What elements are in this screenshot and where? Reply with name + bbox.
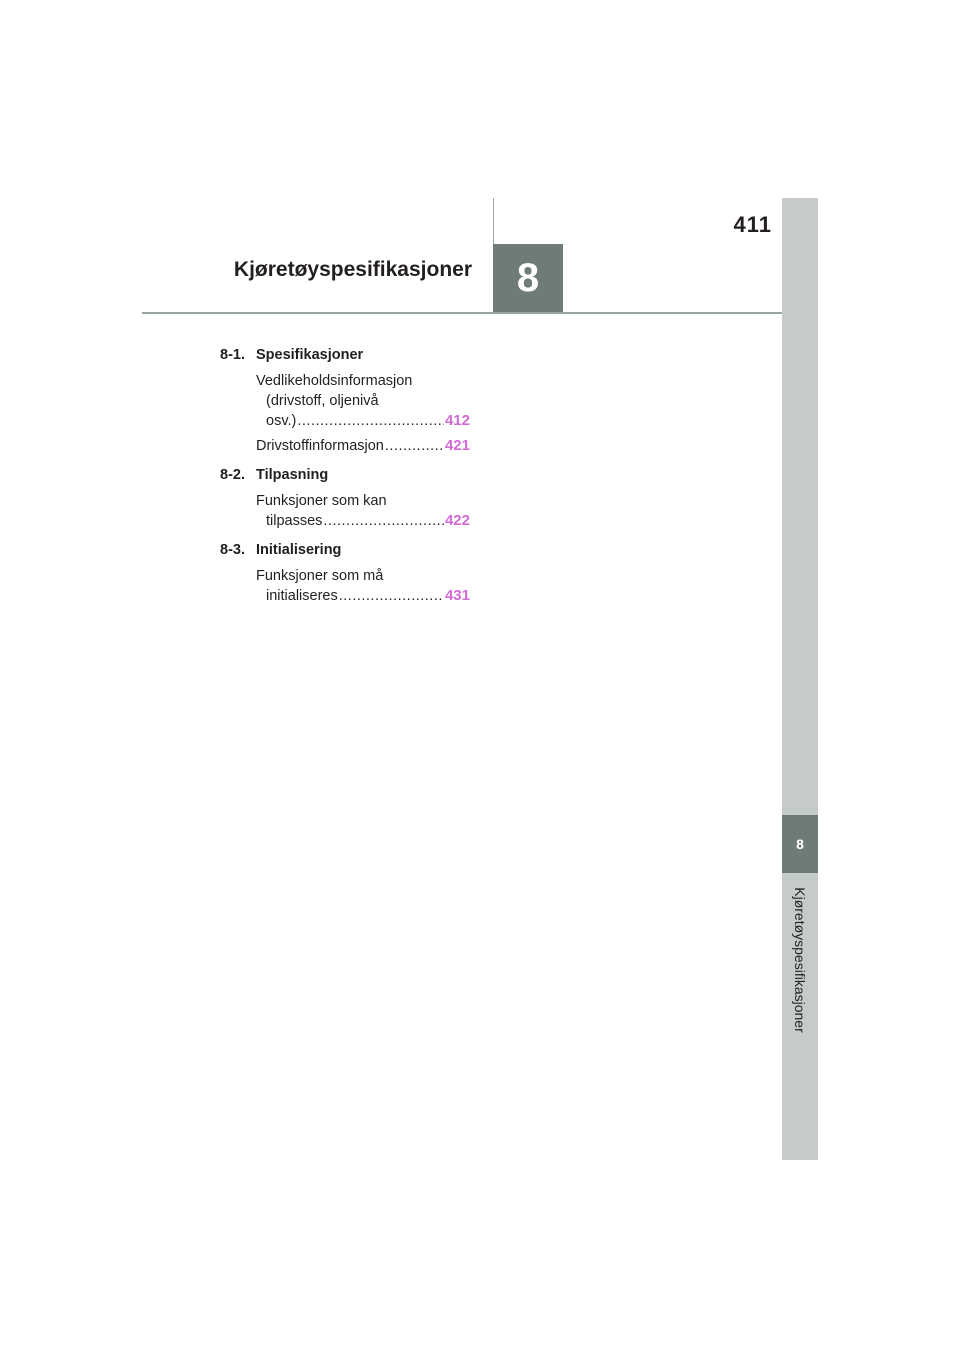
toc-entry-line: osv.)	[266, 413, 297, 429]
dot-leader	[385, 436, 444, 456]
toc-page-link[interactable]: 431	[444, 587, 470, 604]
toc-entry-line: Vedlikeholdsinformasjon	[256, 373, 413, 389]
toc-page-link[interactable]: 421	[444, 437, 470, 454]
toc-entry[interactable]	[256, 436, 470, 456]
toc-section-title: Initialisering	[256, 542, 342, 558]
header-divider	[142, 312, 782, 314]
side-chapter-tab[interactable]	[782, 815, 818, 873]
toc-section-number: 8-3.	[220, 542, 245, 558]
dot-leader	[297, 411, 444, 431]
header-divider-vertical	[493, 198, 494, 244]
dot-leader	[323, 511, 444, 531]
toc-entry-line: tilpasses	[266, 513, 323, 529]
toc-entry[interactable]	[256, 491, 470, 531]
side-chapter-number: 8	[796, 836, 804, 852]
toc-entry-line: Funksjoner som kan	[256, 493, 387, 509]
dot-leader	[339, 586, 444, 606]
chapter-number-box	[493, 244, 563, 313]
table-of-contents	[220, 345, 470, 611]
toc-entry[interactable]	[256, 371, 470, 431]
chapter-number: 8	[516, 256, 540, 300]
toc-section-heading	[220, 345, 470, 365]
toc-section-number: 8-2.	[220, 467, 245, 483]
page-number: 411	[733, 212, 772, 237]
toc-entry-line: Drivstoffinformasjon	[256, 438, 384, 454]
toc-entry-line: (drivstoff, oljenivå	[266, 393, 379, 409]
toc-section-number: 8-1.	[220, 347, 245, 363]
toc-entry[interactable]	[256, 566, 470, 606]
toc-page-link[interactable]: 412	[444, 412, 470, 429]
side-chapter-label: Kjøretøyspesifikasjoner	[792, 887, 808, 1033]
toc-section-title: Spesifikasjoner	[256, 347, 364, 363]
toc-section-heading	[220, 540, 470, 560]
toc-section-heading	[220, 465, 470, 485]
chapter-title: Kjøretøyspesifikasjoner	[233, 258, 472, 281]
toc-entry-line: initialiseres	[266, 588, 338, 604]
toc-page-link[interactable]: 422	[444, 512, 470, 529]
toc-section-title: Tilpasning	[256, 467, 329, 483]
toc-entry-line: Funksjoner som må	[256, 568, 384, 584]
